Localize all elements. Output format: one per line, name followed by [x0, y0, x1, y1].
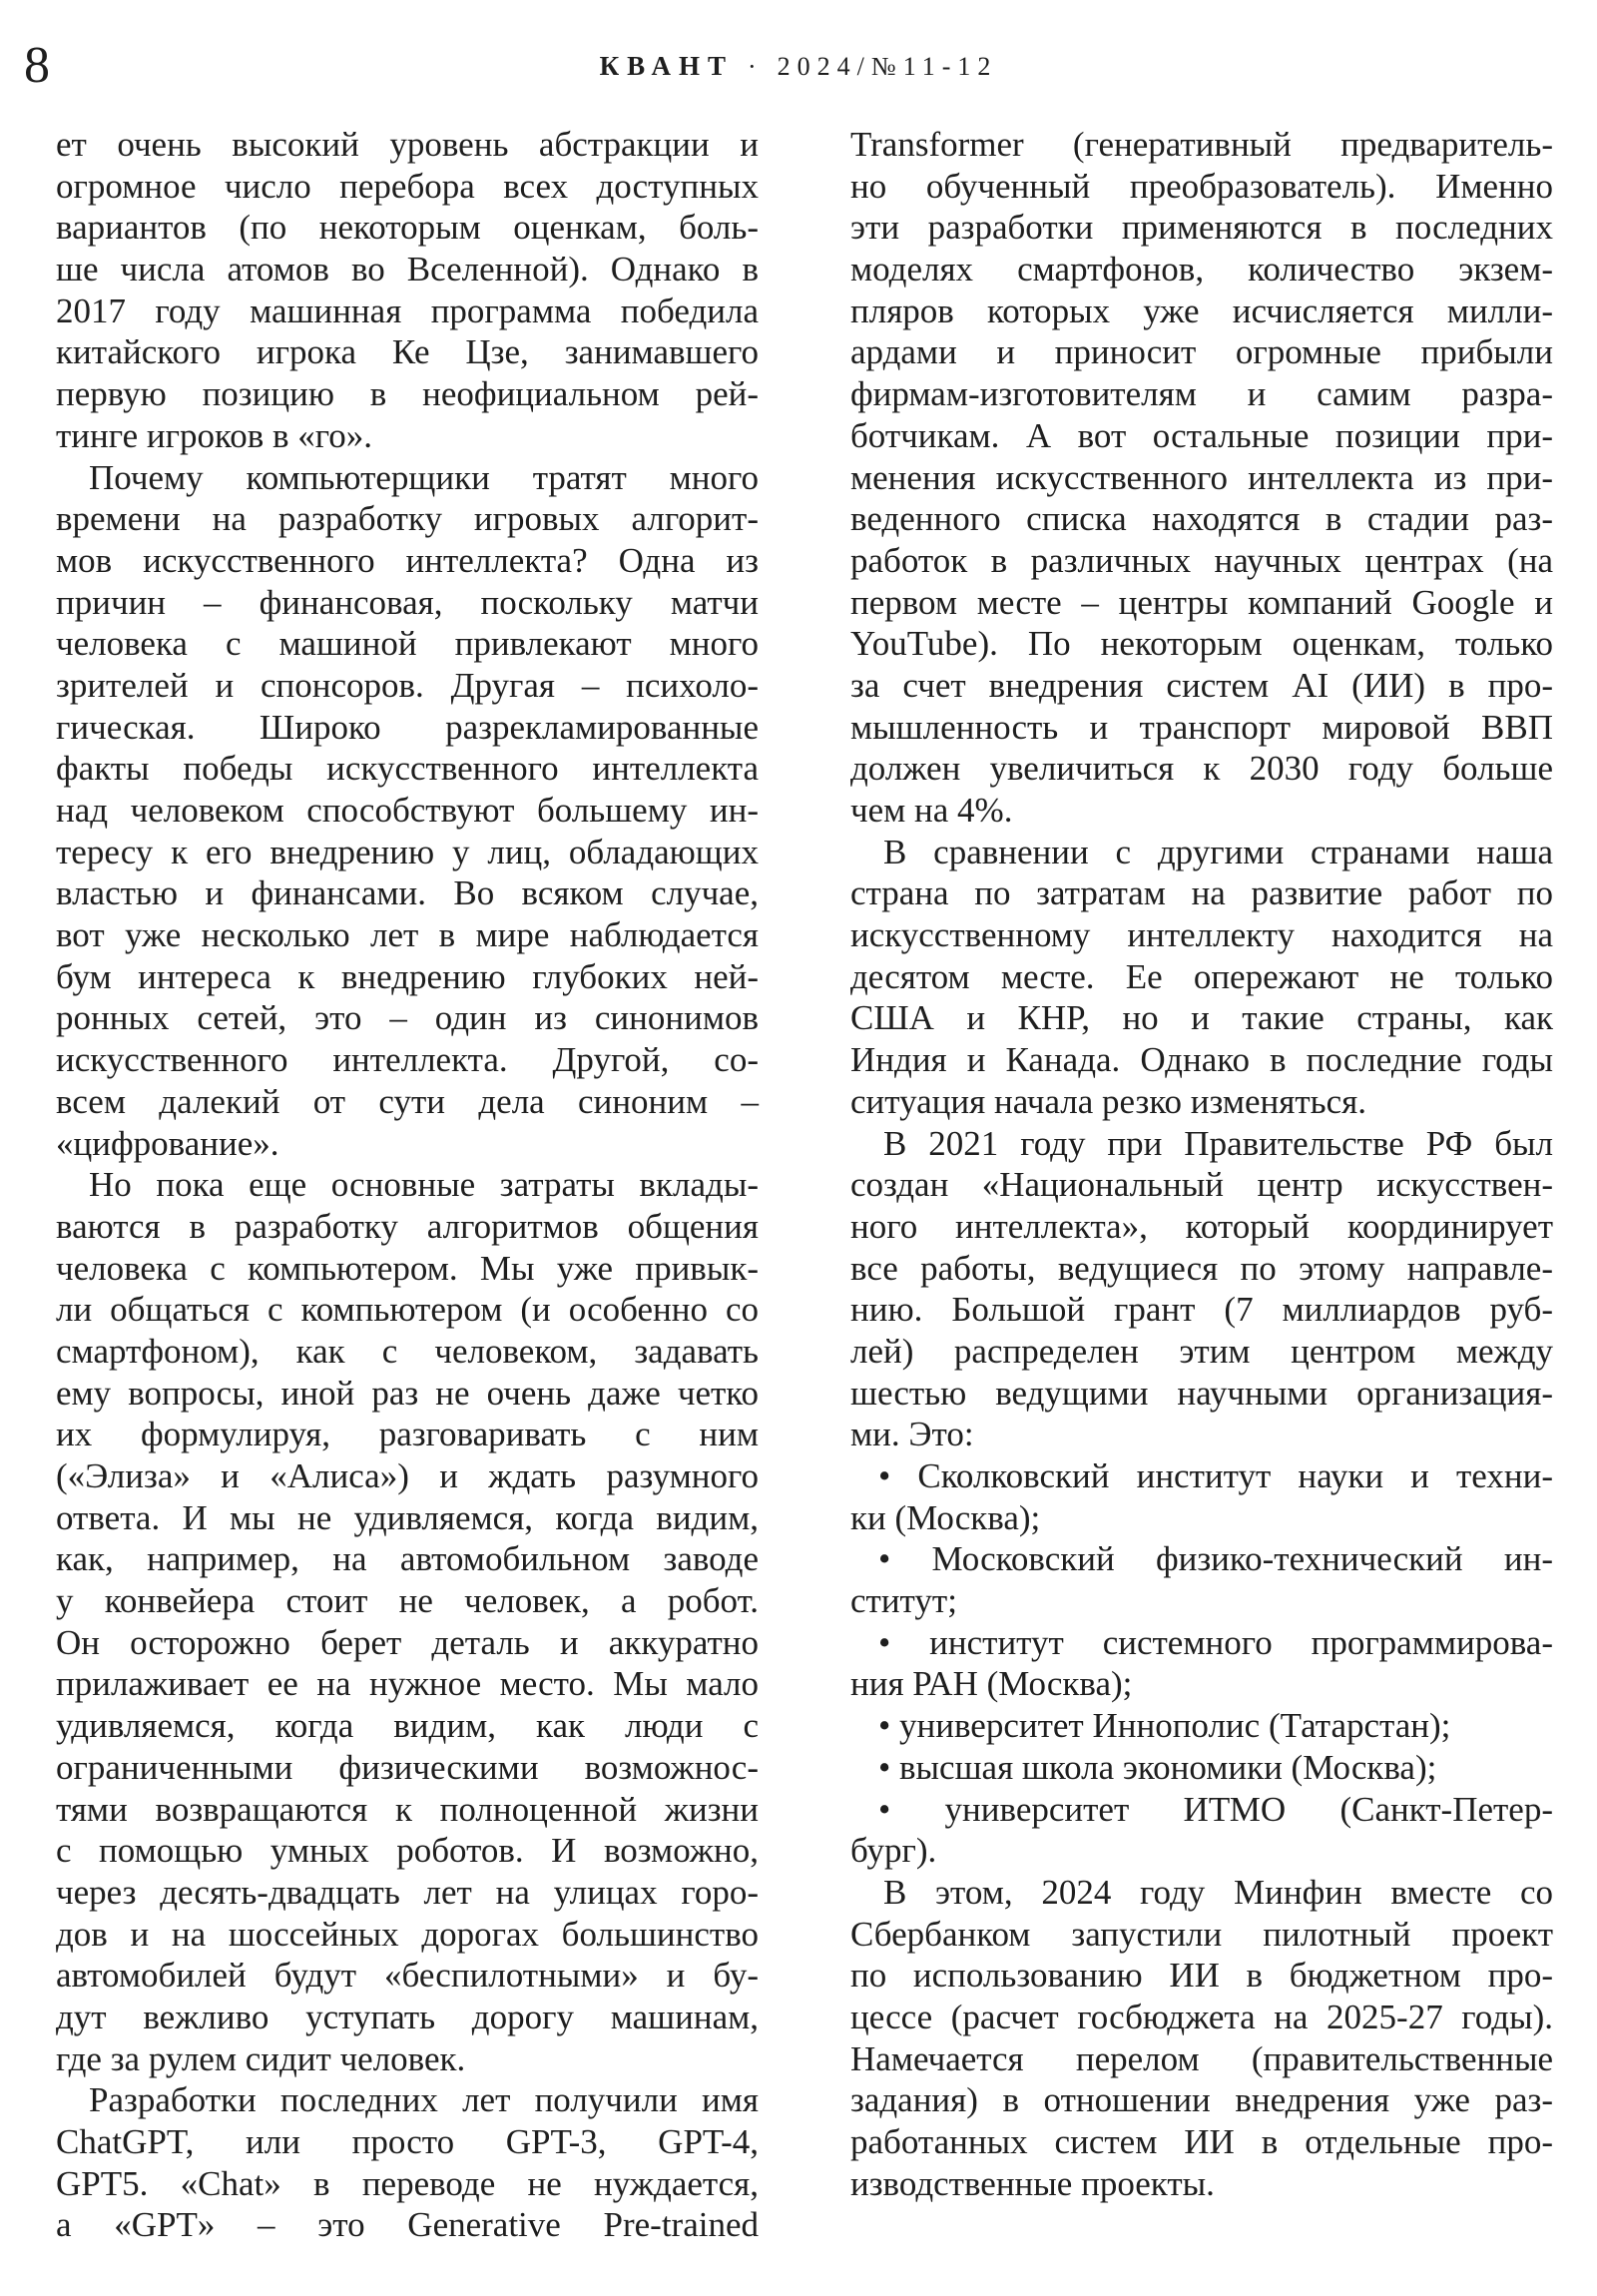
text-line: ChatGPT, или просто GPT-3, GPT-4, [56, 2122, 759, 2161]
list-item [850, 1789, 1553, 1872]
text-line: эти разработки применяются в последних [850, 208, 1553, 248]
issue-number: 2024/№11-12 [777, 52, 998, 81]
text-line: дов и на шоссейных дорогах большинство [56, 1914, 759, 1954]
text-line: • университет Иннополис (Татарстан); [878, 1706, 1451, 1746]
text-line: ли общаться с компьютером (и особенно со [56, 1290, 759, 1330]
text-line: 2017 году машинная программа победила [56, 290, 759, 330]
text-line: десятом месте. Ее опережают не только [850, 956, 1553, 996]
text-line: • институт системного программирова- [878, 1622, 1553, 1662]
text-line: ше числа атомов во Вселенной). Однако в [56, 250, 759, 289]
text-line: цессе (расчет госбюджета на 2025-27 годы). [850, 1997, 1553, 2036]
text-line: Transformer (генеративный предваритель- [850, 125, 1553, 164]
text-line: ситуация начала резко изменяться. [850, 1081, 1367, 1121]
text-line: ния РАН (Москва); [850, 1664, 1133, 1704]
paragraph [850, 124, 1553, 832]
text-line: китайского игрока Ке Цзе, занимавшего [56, 332, 759, 372]
text-line: первую позицию в неофициальном рей- [56, 374, 759, 414]
text-line: работок в различных научных центрах (на [850, 540, 1553, 580]
running-head [0, 46, 1597, 87]
paragraph [56, 457, 759, 1165]
text-line: ему вопросы, иной раз не очень даже четко [56, 1373, 759, 1413]
text-line: факты победы искусственного интеллекта [56, 749, 759, 789]
text-line: гическая. Широко разрекламированные [56, 707, 759, 747]
text-line: («Элиза» и «Алиса») и ждать разумного [56, 1456, 759, 1495]
text-line: В сравнении с другими странами наша [883, 832, 1553, 871]
text-line: ного интеллекта», который координирует [850, 1206, 1553, 1246]
paragraph [56, 2079, 759, 2246]
list-item [850, 1705, 1553, 1747]
text-line: за счет внедрения систем AI (ИИ) в про- [850, 665, 1553, 705]
text-line: задания) в отношении внедрения уже раз- [850, 2080, 1553, 2120]
left-column [56, 124, 759, 2246]
text-line: Намечается перелом (правительственные [850, 2038, 1553, 2078]
text-line: «цифрование». [56, 1123, 279, 1163]
text-line: ронных сетей, это – один из синонимов [56, 998, 759, 1038]
paragraph [850, 832, 1553, 1123]
text-line: нию. Большой грант (7 миллиардов руб- [850, 1290, 1553, 1330]
text-line: искусственного интеллекта. Другой, со- [56, 1040, 759, 1080]
paragraph [56, 1164, 759, 2079]
paragraph [850, 1123, 1553, 1456]
text-line: В этом, 2024 году Минфин вместе со [883, 1872, 1553, 1912]
text-line: ардами и приносит огромные прибыли [850, 332, 1553, 372]
text-line: бург). [850, 1831, 937, 1871]
text-line: создан «Национальный центр искусствен- [850, 1165, 1553, 1205]
text-line: тями возвращаются к полноценной жизни [56, 1789, 759, 1829]
text-line: ет очень высокий уровень абстракции и [56, 125, 759, 164]
text-line: США и КНР, но и такие страны, как [850, 998, 1553, 1038]
text-line: огромное число перебора всех доступных [56, 166, 759, 206]
text-line: В 2021 году при Правительстве РФ был [883, 1123, 1553, 1163]
text-line: автомобилей будут «беспилотными» и бу- [56, 1956, 759, 1996]
text-line: • Сколковский институт науки и техни- [878, 1456, 1553, 1495]
text-line: искусственному интеллекту находится на [850, 915, 1553, 955]
text-line: ми. Это: [850, 1415, 974, 1454]
text-line: GPT5. «Chat» в переводе не нуждается, [56, 2163, 759, 2203]
text-line: по использованию ИИ в бюджетном про- [850, 1956, 1553, 1996]
text-line: дут вежливо уступать дорогу машинам, [56, 1997, 759, 2036]
magazine-title: КВАНТ [599, 51, 734, 81]
text-line: вариантов (по некоторым оценкам, боль- [56, 208, 759, 248]
text-line: должен увеличиться к 2030 году больше [850, 749, 1553, 789]
text-line: причин – финансовая, поскольку матчи [56, 582, 759, 622]
text-line: ограниченными физическими возможнос- [56, 1747, 759, 1787]
text-line: но обученный преобразователь). Именно [850, 166, 1553, 206]
text-line: ки (Москва); [850, 1497, 1041, 1537]
text-line: ответа. И мы не удивляемся, когда видим, [56, 1497, 759, 1537]
paragraph [56, 124, 759, 457]
text-line: • высшая школа экономики (Москва); [878, 1747, 1437, 1787]
list-item [850, 1455, 1553, 1538]
header-separator: · [748, 52, 764, 81]
text-line: • Московский физико-технический ин- [878, 1539, 1553, 1579]
text-line: пляров которых уже исчисляется милли- [850, 290, 1553, 330]
text-line: человека с компьютером. Мы уже привык- [56, 1248, 759, 1288]
text-line: Но пока еще основные затраты вклады- [89, 1165, 759, 1205]
text-line: ститут; [850, 1581, 957, 1621]
paragraph [850, 1872, 1553, 2205]
list-item [850, 1747, 1553, 1789]
text-line: их формулируя, разговаривать с ним [56, 1415, 759, 1454]
text-line: первом месте – центры компаний Google и [850, 582, 1553, 622]
text-line: человека с машиной привлекают много [56, 624, 759, 664]
text-line: у конвейера стоит не человек, а робот. [56, 1581, 759, 1621]
text-line: через десять-двадцать лет на улицах горо- [56, 1872, 759, 1912]
text-line: над человеком способствуют большему ин- [56, 791, 759, 830]
text-line: смартфоном), как с человеком, задавать [56, 1331, 759, 1371]
text-line: как, например, на автомобильном заводе [56, 1539, 759, 1579]
text-line: моделях смартфонов, количество экзем- [850, 250, 1553, 289]
text-line: а «GPT» – это Generative Pre-trained [56, 2205, 759, 2245]
text-line: вот уже несколько лет в мире наблюдается [56, 915, 759, 955]
text-line: все работы, ведущиеся по этому направле- [850, 1248, 1553, 1288]
list-item [850, 1622, 1553, 1705]
text-line: прилаживает ее на нужное место. Мы мало [56, 1664, 759, 1704]
text-line: Индия и Канада. Однако в последние годы [850, 1040, 1553, 1080]
text-line: YouTube). По некоторым оценкам, только [850, 624, 1553, 664]
text-line: чем на 4%. [850, 791, 1013, 830]
text-line: удивляемся, когда видим, как люди с [56, 1706, 759, 1746]
text-line: зрителей и спонсоров. Другая – психоло- [56, 665, 759, 705]
text-line: ботчикам. А вот остальные позиции при- [850, 415, 1553, 455]
text-line: тересу к его внедрению у лиц, обладающих [56, 832, 759, 871]
text-line: Разработки последних лет получили имя [89, 2080, 759, 2120]
text-line: работанных систем ИИ в отдельные про- [850, 2122, 1553, 2161]
text-line: изводственные проекты. [850, 2163, 1215, 2203]
list-item [850, 1538, 1553, 1621]
right-column [850, 124, 1553, 2204]
text-line: мышленность и транспорт мировой ВВП [850, 707, 1553, 747]
text-line: где за рулем сидит человек. [56, 2038, 466, 2078]
text-line: Он осторожно берет деталь и аккуратно [56, 1622, 759, 1662]
text-line: времени на разработку игровых алгорит- [56, 499, 759, 539]
text-line: бум интереса к внедрению глубоких ней- [56, 956, 759, 996]
text-line: фирмам-изготовителям и самим разра- [850, 374, 1553, 414]
text-line: менения искусственного интеллекта из при- [850, 457, 1553, 497]
text-line: шестью ведущими научными организация- [850, 1373, 1553, 1413]
text-line: страна по затратам на развитие работ по [850, 873, 1553, 913]
text-line: • университет ИТМО (Санкт-Петер- [878, 1789, 1553, 1829]
page-number: 8 [24, 37, 50, 94]
text-line: веденного списка находятся в стадии раз- [850, 499, 1553, 539]
text-line: лей) распределен этим центром между [850, 1331, 1553, 1371]
text-line: властью и финансами. Во всяком случае, [56, 873, 759, 913]
text-line: всем далекий от сути дела синоним – [56, 1081, 759, 1121]
text-line: мов искусственного интеллекта? Одна из [56, 540, 759, 580]
text-line: Почему компьютерщики тратят много [89, 457, 759, 497]
text-line: Сбербанком запустили пилотный проект [850, 1914, 1553, 1954]
text-line: с помощью умных роботов. И возможно, [56, 1831, 759, 1871]
text-line: ваются в разработку алгоритмов общения [56, 1206, 759, 1246]
text-line: тинге игроков в «го». [56, 415, 373, 455]
